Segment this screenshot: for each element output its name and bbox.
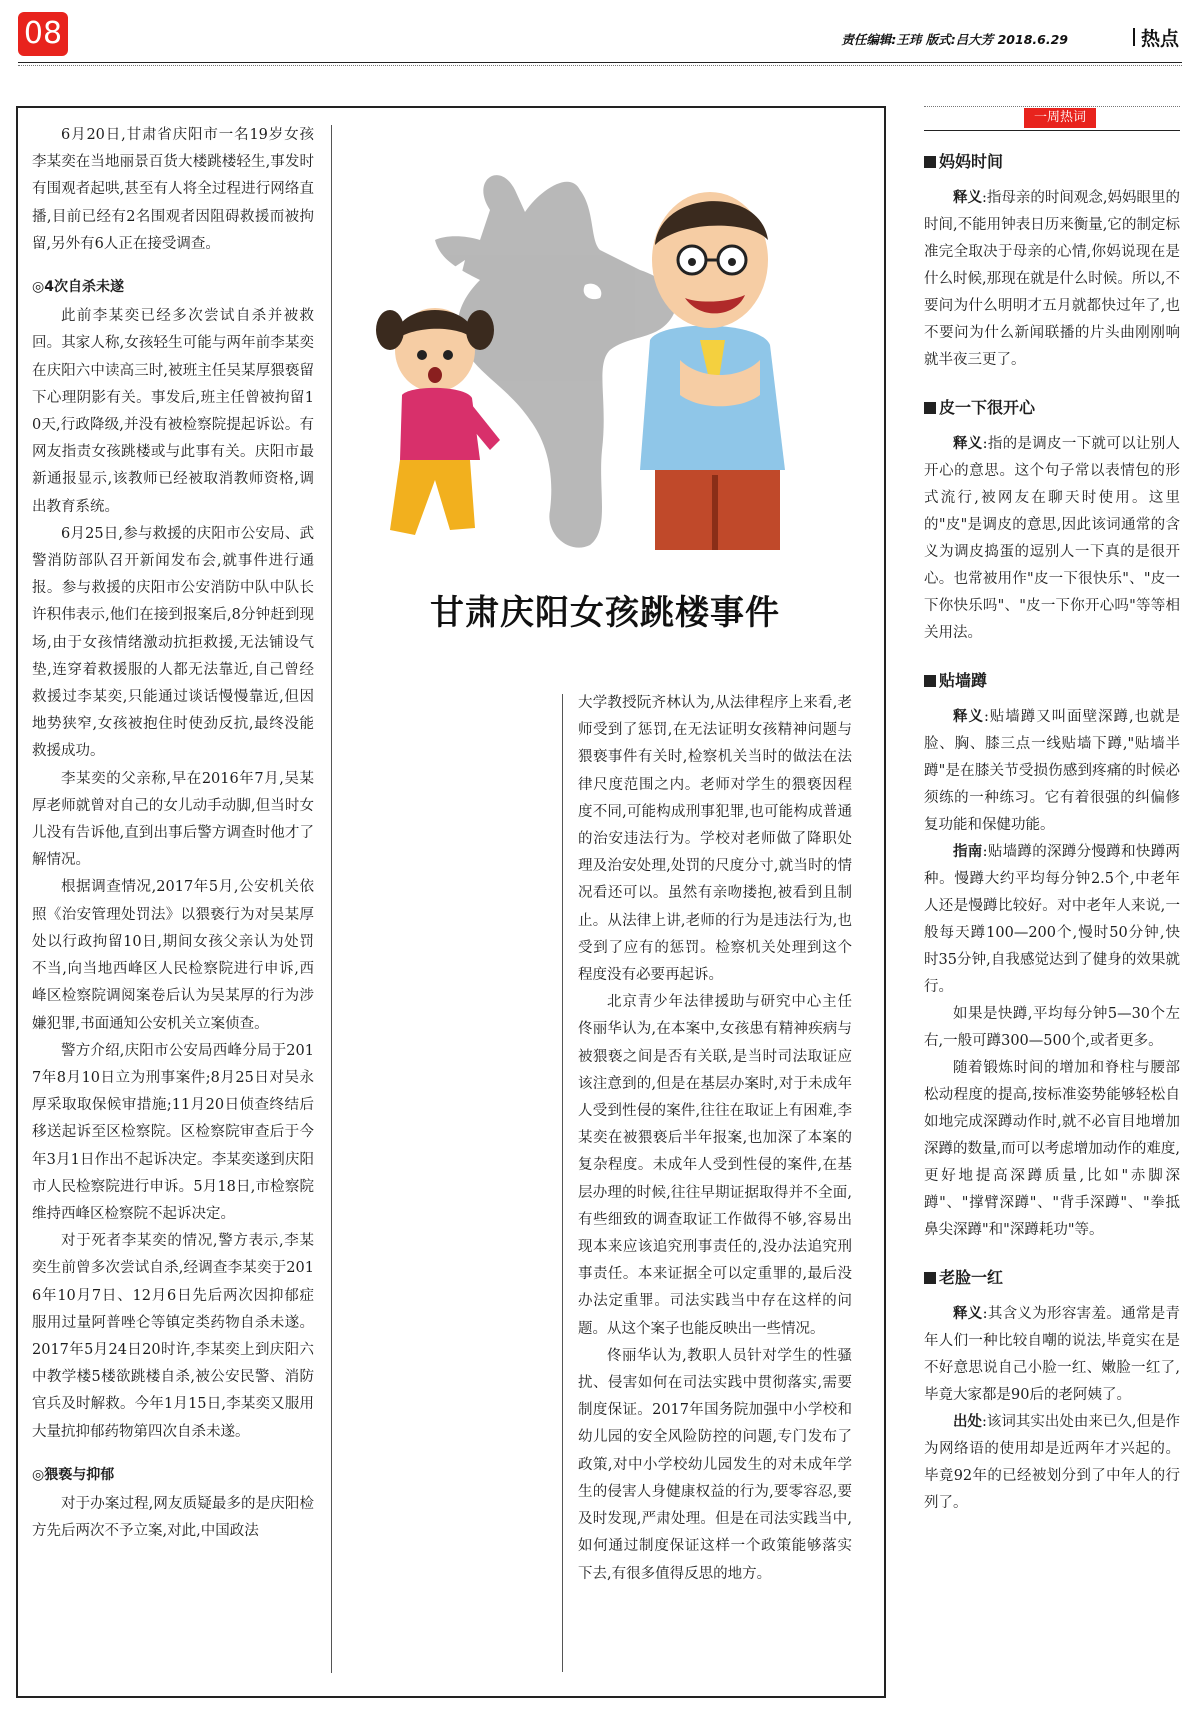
bullet-square-icon bbox=[924, 156, 936, 168]
header-divider bbox=[1133, 28, 1135, 46]
term-heading: 妈妈时间 bbox=[924, 148, 1180, 175]
article-paragraph: 李某奕的父亲称,早在2016年7月,吴某厚老师就曾对自己的女儿动手动脚,但当时女儿没有告诉他,直到出事后警方调查时他才了解情况。 bbox=[32, 770, 314, 869]
column-divider bbox=[331, 125, 332, 1673]
term-definition: 释义:其含义为形容害羞。通常是青年人们一种比较自嘲的说法,毕竟实在是不好意思说自己小脸一红、嫩脸一红了,毕竟大家都是90后的老阿姨了。 bbox=[924, 1306, 1181, 1403]
term-heading: 贴墙蹲 bbox=[924, 667, 1180, 694]
weekly-terms-tag: 一周热词 bbox=[1024, 108, 1096, 128]
header-rule bbox=[18, 62, 1182, 63]
article-paragraph: 大学教授阮齐林认为,从法律程序上来看,老师受到了惩罚,在无法证明女孩精神问题与猥亵事件有关时,检察机关当时的做法在法律尺度范围之内。老师对学生的猥亵因程度不同,可能构成刑事犯罪,也可能构成普通的治安违法行为。学校对老师做了降职处理及治安处理,处罚的尺度分寸,就当时的情况看还可以。虽然有亲吻搂抱,被看到且制止。从法律上讲,老师的行为是违法行为,也受到了应有的惩罚。检察机关处理到这个程度没有必要再起诉。 bbox=[578, 695, 852, 984]
girl-figure-icon bbox=[376, 308, 500, 535]
term-definition: 释义:贴墙蹲又叫面壁深蹲,也就是脸、胸、膝三点一线贴墙下蹲,"贴墙半蹲"是在膝关节受损伤感到疼痛的时候必须练的一种练习。它有着很强的纠偏修复功能和保健功能。 bbox=[924, 709, 1180, 833]
article-paragraph: 佟丽华认为,教职人员针对学生的性骚扰、侵害如何在司法实践中贯彻落实,需要制度保证。2017年国务院加强中小学校和幼儿园的安全风险防控的问题,专门发布了政策,对中小学校幼儿园发生的对未成年学生的侵害人身健康权益的行为,要零容忍,要及时发现,严肃处理。但是在司法实践当中,如何通过制度保证这样一个政策能够落实下去,有很多值得反思的地方。 bbox=[578, 1347, 852, 1582]
editor-credit: 责任编辑:王玮 版式:吕大芳 2018.6.29 bbox=[841, 32, 1068, 47]
article-paragraph: 此前李某奕已经多次尝试自杀并被救回。其家人称,女孩轻生可能与两年前李某奕在庆阳六中读高三时,被班主任吴某厚猥亵留下心理阴影有关。事发后,班主任曾被拘留10天,行政降级,并没有被检察院提起诉讼。有网友指责女孩跳楼或与此事有关。庆阳市最新通报显示,该教师已经被取消教师资格,调出教育系统。 bbox=[32, 308, 314, 515]
page-number: 08 bbox=[18, 12, 68, 56]
article-headline: 甘肃庆阳女孩跳楼事件 bbox=[430, 593, 780, 633]
article-paragraph: 北京青少年法律援助与研究中心主任佟丽华认为,在本案中,女孩患有精神疾病与被猥亵之间是否有关联,是当时司法取证应该注意到的,但是在基层办案时,对于未成年人受到性侵的案件,往往在取证上有困难,李某奕在被猥亵后半年报案,也加深了本案的复杂程度。未成年人受到性侵的案件,在基层办理的时候,往往早期证据取得并不全面,有些细致的调查取证工作做得不够,容易出现本来应该追究刑事责任的,没办法追究刑事责任。本来证据全可以定重罪的,最后没办法定重罪。司法实践当中存在这样的问题。从这个案子也能反映出一些情况。 bbox=[578, 994, 852, 1337]
term-heading: 皮一下很开心 bbox=[924, 394, 1180, 421]
article-left-column bbox=[32, 122, 314, 1545]
article-paragraph: 根据调查情况,2017年5月,公安机关依照《治安管理处罚法》以猥亵行为对吴某厚处以行政拘留10日,期间女孩父亲认为处罚不当,向当地西峰区人民检察院进行申诉,西峰区检察院调阅案卷后认为吴某厚的行为涉嫌犯罪,书面通知公安机关立案侦查。 bbox=[32, 879, 314, 1032]
term-definition: 释义:指母亲的时间观念,妈妈眼里的时间,不能用钟表日历来衡量,它的制定标准完全取决于母亲的心情,你妈说现在是什么时候,那现在就是什么时候。所以,不要问为什么明明才五月就都快过年了,也不要问为什么新闻联播的片头曲刚刚响就半夜三更了。 bbox=[924, 190, 1180, 368]
weekly-terms-banner bbox=[924, 106, 1180, 128]
term-heading: 老脸一红 bbox=[924, 1264, 1180, 1291]
header-rule-dotted bbox=[18, 65, 1182, 66]
term-paragraph: 如果是快蹲,平均每分钟5—30个左右,一般可蹲300—500个,或者更多。 bbox=[924, 1006, 1180, 1049]
weekly-terms-column bbox=[924, 106, 1180, 1517]
bullet-square-icon bbox=[924, 675, 936, 687]
bullet-square-icon bbox=[924, 1272, 936, 1284]
term-guide: 指南:贴墙蹲的深蹲分慢蹲和快蹲两种。慢蹲大约平均每分钟2.5个,中老年人还是慢蹲比较好。对中老年人来说,一般每天蹲100—200个,慢时50分钟,快时35分钟,自我感觉达到了健身的效果就行。 bbox=[924, 844, 1181, 995]
article-paragraph: 对于办案过程,网友质疑最多的是庆阳检方先后两次不予立案,对此,中国政法 bbox=[32, 1495, 314, 1540]
teacher-figure-icon bbox=[640, 192, 785, 550]
article-paragraph: 警方介绍,庆阳市公安局西峰分局于2017年8月10日立为刑事案件;8月25日对吴永厚采取取保候审措施;11月20日侦查终结后移送起诉至区检察院。区检察院审查后于今年3月1日作出不起诉决定。李某奕遂到庆阳市人民检察院进行申诉。5月18日,市检察院维持西峰区检察院不起诉决定。 bbox=[32, 1042, 314, 1222]
article-subhead: ◎4次自杀未遂 bbox=[32, 279, 124, 296]
article-paragraph: 对于死者李某奕的情况,警方表示,李某奕生前曾多次尝试自杀,经调查李某奕于2016年10月7日、12月6日先后两次因抑郁症服用过量阿普唑仑等镇定类药物自杀未遂。2017年5月24日20时许,李某奕上到庆阳六中教学楼5楼欲跳楼自杀,被公安民警、消防官兵及时解救。今年1月15日,李某奕又服用大量抗抑郁药物第四次自杀未遂。 bbox=[32, 1233, 314, 1440]
article-paragraph: 6月20日,甘肃省庆阳市一名19岁女孩李某奕在当地丽景百货大楼跳楼轻生,事发时有围观者起哄,甚至有人将全过程进行网络直播,目前已经有2名围观者因阻碍救援而被拘留,另外有6人正在接受调查。 bbox=[32, 127, 314, 252]
term-definition: 释义:指的是调皮一下就可以让别人开心的意思。这个句子常以表情包的形式流行,被网友在聊天时使用。这里的"皮"是调皮的意思,因此该词通常的含义为调皮捣蛋的逗别人一下真的是很开心。也常被用作"皮一下很快乐"、"皮一下你快乐吗"、"皮一下你开心吗"等等相关用法。 bbox=[924, 436, 1181, 641]
article-middle-column bbox=[578, 690, 852, 1588]
section-title: 热点 bbox=[1141, 28, 1180, 50]
term-origin: 出处:该词其实出处由来已久,但是作为网络语的使用却是近两年才兴起的。毕竟92年的已经被划分到了中年人的行列了。 bbox=[924, 1414, 1180, 1511]
article-subhead: ◎猥亵与抑郁 bbox=[32, 1466, 115, 1483]
term-paragraph: 随着锻炼时间的增加和脊柱与腰部松动程度的提高,按标准姿势能够轻松自如地完成深蹲动作时,就不必盲目地增加深蹲的数量,而可以考虑增加动作的难度,更好地提高深蹲质量,比如"赤脚深蹲"、"撑臂深蹲"、"背手深蹲"、"拳抵鼻尖深蹲"和"深蹲耗功"等。 bbox=[924, 1060, 1180, 1238]
column-divider-lower bbox=[562, 694, 563, 1672]
bullet-square-icon bbox=[924, 402, 936, 414]
article-paragraph: 6月25日,参与救援的庆阳市公安局、武警消防部队召开新闻发布会,就事件进行通报。参与救援的庆阳市公安消防中队中队长许积伟表示,他们在接到报案后,8分钟赶到现场,由于女孩情绪激动抗拒救援,无法铺设气垫,连穿着救援服的人都无法靠近,自己曾经救援过李某奕,只能通过谈话慢慢靠近,但因地势狭窄,女孩被抱住时使劲反抗,最终没能救援成功。 bbox=[32, 525, 314, 760]
article-illustration bbox=[340, 150, 860, 560]
